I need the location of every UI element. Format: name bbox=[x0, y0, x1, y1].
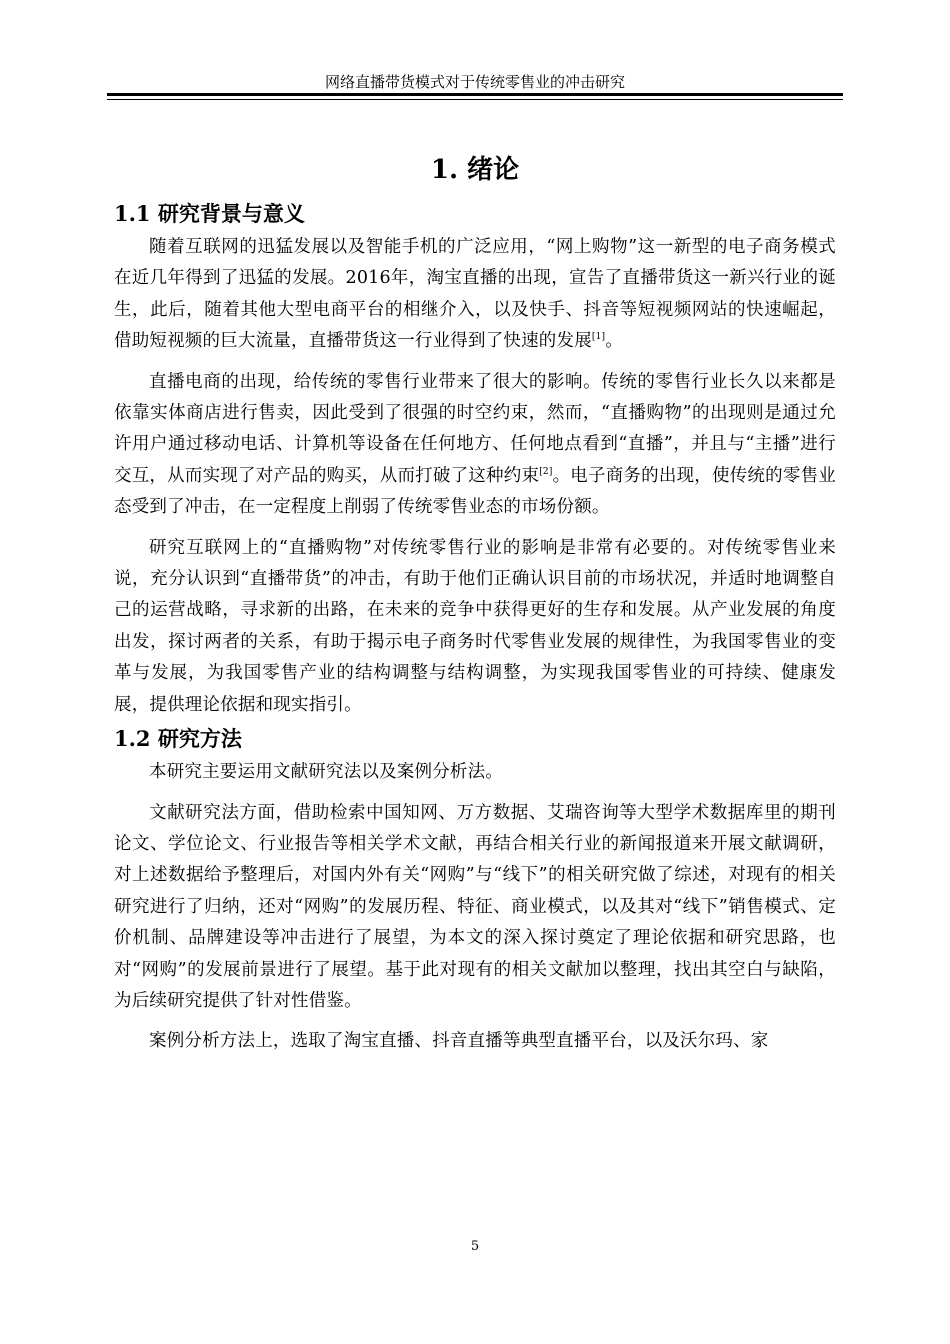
paragraph: 案例分析方法上，选取了淘宝直播、抖音直播等典型直播平台，以及沃尔玛、家 bbox=[149, 1031, 769, 1052]
page-body bbox=[114, 196, 836, 1058]
section-heading-1-2: 1.2 研究方法 bbox=[114, 726, 242, 752]
header-rule-thick bbox=[107, 93, 843, 96]
section-heading-1-1: 1.1 研究背景与意义 bbox=[114, 201, 305, 226]
citation-ref: [2] bbox=[539, 467, 553, 478]
paragraph: 研究互联网上的“直播购物”对传统零售行业的影响是非常有必要的。对传统零售业来说，充分认识到“直播带货”的冲击，有助于他们正确认识目前的市场状况，并适时地调整自己的运营战略，寻求新的出路，在未来的竞争中获得更好的生存和发展。从产业发展的角度出发，探讨两者的关系，有助于揭示电子商务时代零售业发展的规律性，为我国零售业的变革与发展，为我国零售产业的结构调整与结构调整，为实现我国零售业的可持续、健康发展，提供理论依据和现实指引。 bbox=[114, 537, 836, 715]
running-header: 网络直播带货模式对于传统零售业的冲击研究 bbox=[324, 73, 625, 91]
citation-ref: [1] bbox=[591, 332, 606, 343]
paragraph-text: 随着互联网的迅猛发展以及智能手机的广泛应用，“网上购物”这一新型的电子商务模式在近几年得到了迅猛的发展。2016年，淘宝直播的出现，宣告了直播带货这一新兴行业的诞生，此后，随着其他大型电商平台的相继介入，以及快手、抖音等短视频网站的快速崛起，借助短视频的巨大流量，直播带货这一行业得到了快速的发展 bbox=[114, 237, 836, 352]
page-number: 5 bbox=[470, 1239, 480, 1254]
chapter-title: 1. 绪论 bbox=[430, 155, 520, 185]
paragraph-text: 直播电商的出现，给传统的零售行业带来了很大的影响。传统的零售行业长久以来都是依靠实体商店进行售卖，因此受到了很强的时空约束，然而，“直播购物”的出现则是通过允许用户通过移动电话、计算机等设备在任何地方、任何地点看到“直播”，并且与“主播”进行交互，从而实现了对产品的购买，从而打破了这种约束 bbox=[114, 371, 836, 486]
paragraph bbox=[114, 232, 836, 358]
paragraph: 本研究主要运用文献研究法以及案例分析法。 bbox=[149, 762, 503, 783]
paragraph: 文献研究法方面，借助检索中国知网、万方数据、艾瑞咨询等大型学术数据库里的期刊论文、学位论文、行业报告等相关学术文献，再结合相关行业的新闻报道来开展文献调研，对上述数据给予整理后，对国内外有关“网购”与“线下”的相关研究做了综述，对现有的相关研究进行了归纳，还对“网购”的发展历程、特征、商业模式，以及其对“线下”销售模式、定价机制、品牌建设等冲击进行了展望，为本文的深入探讨奠定了理论依据和研究思路，也对“网购”的发展前景进行了展望。基于此对现有的相关文献加以整理，找出其空白与缺陷，为后续研究提供了针对性借鉴。 bbox=[114, 802, 836, 1011]
paragraph-text: 。 bbox=[605, 331, 623, 352]
header-rule-thin bbox=[107, 99, 843, 100]
paragraph bbox=[114, 367, 836, 524]
paragraph-text: 。电子商务的出现，使传统的零售业态受到了冲击，在一定程度上削弱了传统零售业态的市场份额。 bbox=[114, 465, 836, 518]
